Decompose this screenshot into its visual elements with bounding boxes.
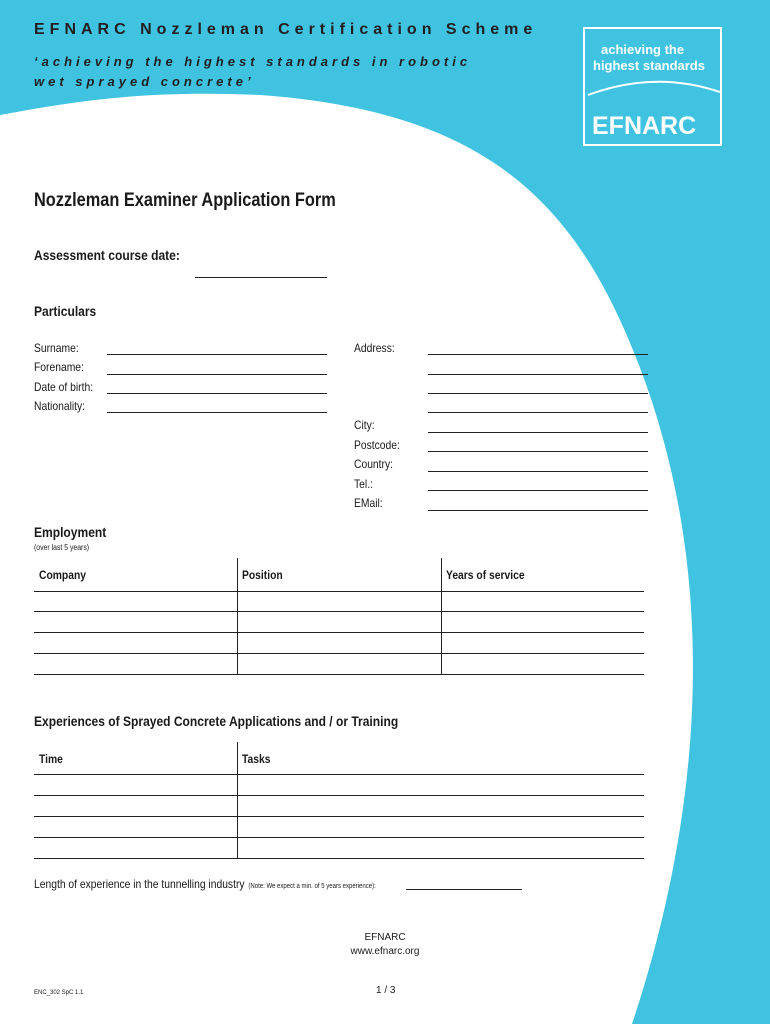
col-position: Position bbox=[242, 568, 283, 582]
address-label: Address: bbox=[354, 341, 395, 355]
city-label: City: bbox=[354, 418, 375, 432]
tagline bbox=[34, 52, 474, 92]
employment-row-line[interactable] bbox=[34, 674, 644, 675]
col-time: Time bbox=[39, 752, 63, 766]
experiences-row-line[interactable] bbox=[34, 858, 644, 859]
email-field[interactable] bbox=[428, 510, 648, 511]
address-field-4[interactable] bbox=[428, 412, 648, 413]
country-field[interactable] bbox=[428, 471, 648, 472]
address-field-2[interactable] bbox=[428, 374, 648, 375]
length-of-experience bbox=[34, 875, 376, 893]
employment-heading: Employment bbox=[34, 524, 107, 540]
assessment-date-label: Assessment course date: bbox=[34, 247, 180, 263]
page-number: 1 / 3 bbox=[376, 985, 396, 996]
employment-row-line[interactable] bbox=[34, 632, 644, 633]
forename-field[interactable] bbox=[107, 374, 327, 375]
city-field[interactable] bbox=[428, 432, 648, 433]
particulars-heading: Particulars bbox=[34, 303, 97, 319]
tel-label: Tel.: bbox=[354, 477, 373, 491]
surname-field[interactable] bbox=[107, 354, 327, 355]
employment-row-line[interactable] bbox=[34, 611, 644, 612]
length-note: (Note: We expect a min. of 5 years experience): bbox=[248, 883, 376, 890]
form-title: Nozzleman Examiner Application Form bbox=[34, 190, 336, 211]
logo-line-2: highest standards bbox=[593, 58, 705, 73]
experiences-col-divider bbox=[237, 742, 238, 858]
col-years-of-service: Years of service bbox=[446, 568, 525, 582]
employment-col-divider-2 bbox=[441, 558, 442, 674]
length-field[interactable] bbox=[406, 889, 522, 890]
footer-website: www.efnarc.org bbox=[350, 946, 420, 957]
country-label: Country: bbox=[354, 457, 394, 471]
logo-name: EFNARC bbox=[592, 112, 697, 140]
employment-row-line[interactable] bbox=[34, 591, 644, 592]
col-company: Company bbox=[39, 568, 87, 582]
postcode-field[interactable] bbox=[428, 451, 648, 452]
postcode-label: Postcode: bbox=[354, 438, 400, 452]
nationality-label: Nationality: bbox=[34, 399, 86, 413]
address-field-3[interactable] bbox=[428, 393, 648, 394]
surname-label: Surname: bbox=[34, 341, 79, 355]
employment-row-line[interactable] bbox=[34, 653, 644, 654]
tagline-line-2: wet sprayed concrete’ bbox=[34, 74, 255, 89]
experiences-heading: Experiences of Sprayed Concrete Applications and / or Training bbox=[34, 713, 399, 729]
footer-org: EFNARC bbox=[364, 932, 406, 943]
experiences-row-line[interactable] bbox=[34, 837, 644, 838]
forename-label: Forename: bbox=[34, 360, 84, 374]
employment-subheading: (over last 5 years) bbox=[34, 543, 90, 552]
experiences-row-line[interactable] bbox=[34, 774, 644, 775]
experiences-row-line[interactable] bbox=[34, 816, 644, 817]
email-label: EMail: bbox=[354, 496, 383, 510]
employment-col-divider-1 bbox=[237, 558, 238, 674]
logo-line-1: achieving the bbox=[601, 42, 685, 57]
doc-code: ENC_302 SpC 1.1 bbox=[34, 990, 84, 996]
experiences-row-line[interactable] bbox=[34, 795, 644, 796]
col-tasks: Tasks bbox=[242, 752, 271, 766]
tel-field[interactable] bbox=[428, 490, 648, 491]
length-label: Length of experience in the tunnelling industry bbox=[34, 877, 245, 891]
dob-field[interactable] bbox=[107, 393, 327, 394]
tagline-line-1: ‘achieving the highest standards in robotic bbox=[34, 54, 472, 69]
dob-label: Date of birth: bbox=[34, 380, 94, 394]
address-field-1[interactable] bbox=[428, 354, 648, 355]
assessment-date-field[interactable] bbox=[195, 277, 327, 278]
scheme-title: EFNARC Nozzleman Certification Scheme bbox=[34, 21, 538, 38]
nationality-field[interactable] bbox=[107, 412, 327, 413]
